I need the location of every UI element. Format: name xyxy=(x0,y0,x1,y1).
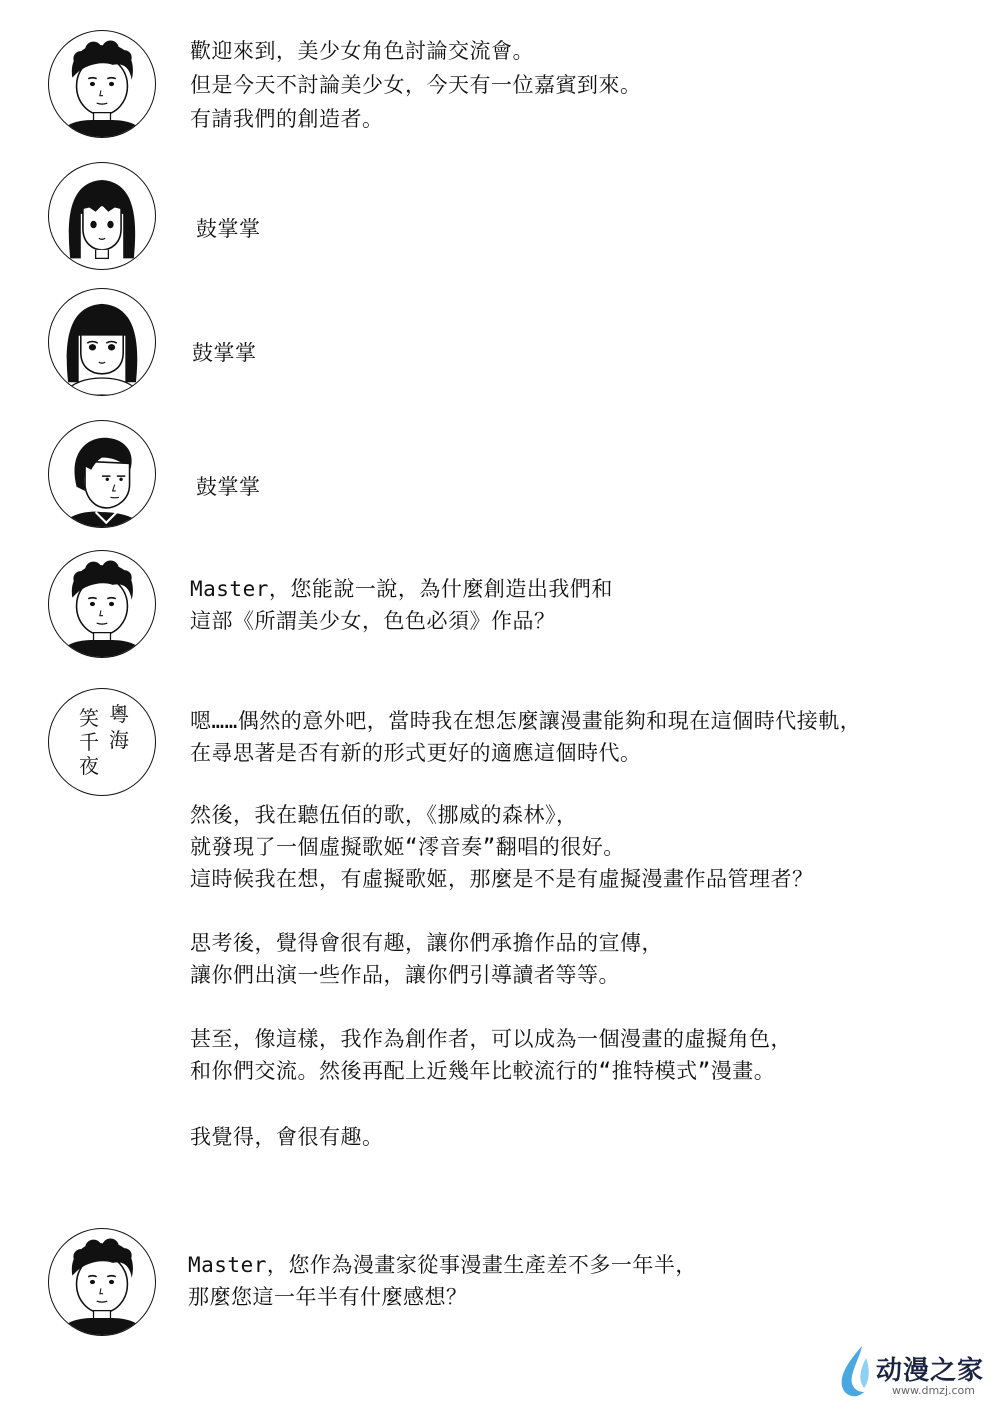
dialogue-line: 讓你們出演一些作品，讓你們引導讀者等等。 xyxy=(190,963,620,987)
avatar-author-signature xyxy=(48,688,156,796)
avatar-girl-long-hair xyxy=(48,162,156,270)
dialogue-line: Master，您能說一說，為什麼創造出我們和 xyxy=(190,577,613,601)
curly-hair-boy-icon xyxy=(49,551,155,657)
dialogue-line: 鼓掌掌 xyxy=(192,341,257,365)
dialogue-line: 那麼您這一年半有什麼感想？ xyxy=(188,1285,468,1309)
dialogue-line: 這時候我在想，有虛擬歌姬，那麼是不是有虛擬漫畫作品管理者？ xyxy=(190,867,814,891)
avatar-host-boy xyxy=(48,30,156,138)
dialogue-line: 就發現了一個虛擬歌姬“澪音奏”翻唱的很好。 xyxy=(190,835,625,859)
curly-hair-boy-icon xyxy=(49,31,155,137)
dialogue-line: 思考後，覺得會很有趣，讓你們承擔作品的宣傳， xyxy=(190,931,663,955)
dialogue-line: 我覺得，會很有趣。 xyxy=(190,1125,384,1149)
dialogue-line: 鼓掌掌 xyxy=(196,217,261,241)
dialogue-line: 在尋思著是否有新的形式更好的適應這個時代。 xyxy=(190,741,642,765)
dialogue-line: 有請我們的創造者。 xyxy=(190,107,384,131)
signature-char: 笑 xyxy=(79,706,99,730)
bangs-girl-icon xyxy=(49,289,155,395)
dialogue-line: 甚至，像這樣，我作為創作者，可以成為一個漫畫的虛擬角色， xyxy=(190,1027,792,1051)
watermark-url: www.dmzj.com xyxy=(892,1384,975,1397)
side-swept-hair-boy-icon xyxy=(49,421,155,527)
dialogue-line: 然後，我在聽伍佰的歌，《挪威的森林》， xyxy=(190,803,578,827)
signature-char: 粵 xyxy=(109,702,129,726)
dialogue-line: 嗯……偶然的意外吧，當時我在想怎麼讓漫畫能夠和現在這個時代接軌， xyxy=(190,709,862,733)
signature-char: 千 xyxy=(79,730,99,754)
avatar-host-boy xyxy=(48,1228,156,1336)
watermark-name: 动漫之家 xyxy=(876,1356,985,1386)
avatar-boy-side-hair xyxy=(48,420,156,528)
watermark xyxy=(836,1344,986,1406)
dialogue-line: 歡迎來到，美少女角色討論交流會。 xyxy=(190,39,534,63)
dialogue-line: 但是今天不討論美少女，今天有一位嘉賓到來。 xyxy=(190,73,642,97)
water-drop-logo-icon xyxy=(836,1344,874,1400)
signature-char: 海 xyxy=(109,728,129,752)
dialogue-line: 和你們交流。然後再配上近幾年比較流行的“推特模式”漫畫。 xyxy=(190,1059,776,1083)
curly-hair-boy-icon xyxy=(49,1229,155,1335)
avatar-host-boy xyxy=(48,550,156,658)
dialogue-line: 這部《所謂美少女，色色必須》作品？ xyxy=(190,609,556,633)
long-hair-girl-icon xyxy=(49,163,155,269)
dialogue-line: Master，您作為漫畫家從事漫畫生產差不多一年半， xyxy=(188,1253,697,1277)
avatar-girl-bangs xyxy=(48,288,156,396)
signature-char: 夜 xyxy=(79,754,99,778)
dialogue-line: 鼓掌掌 xyxy=(196,475,261,499)
